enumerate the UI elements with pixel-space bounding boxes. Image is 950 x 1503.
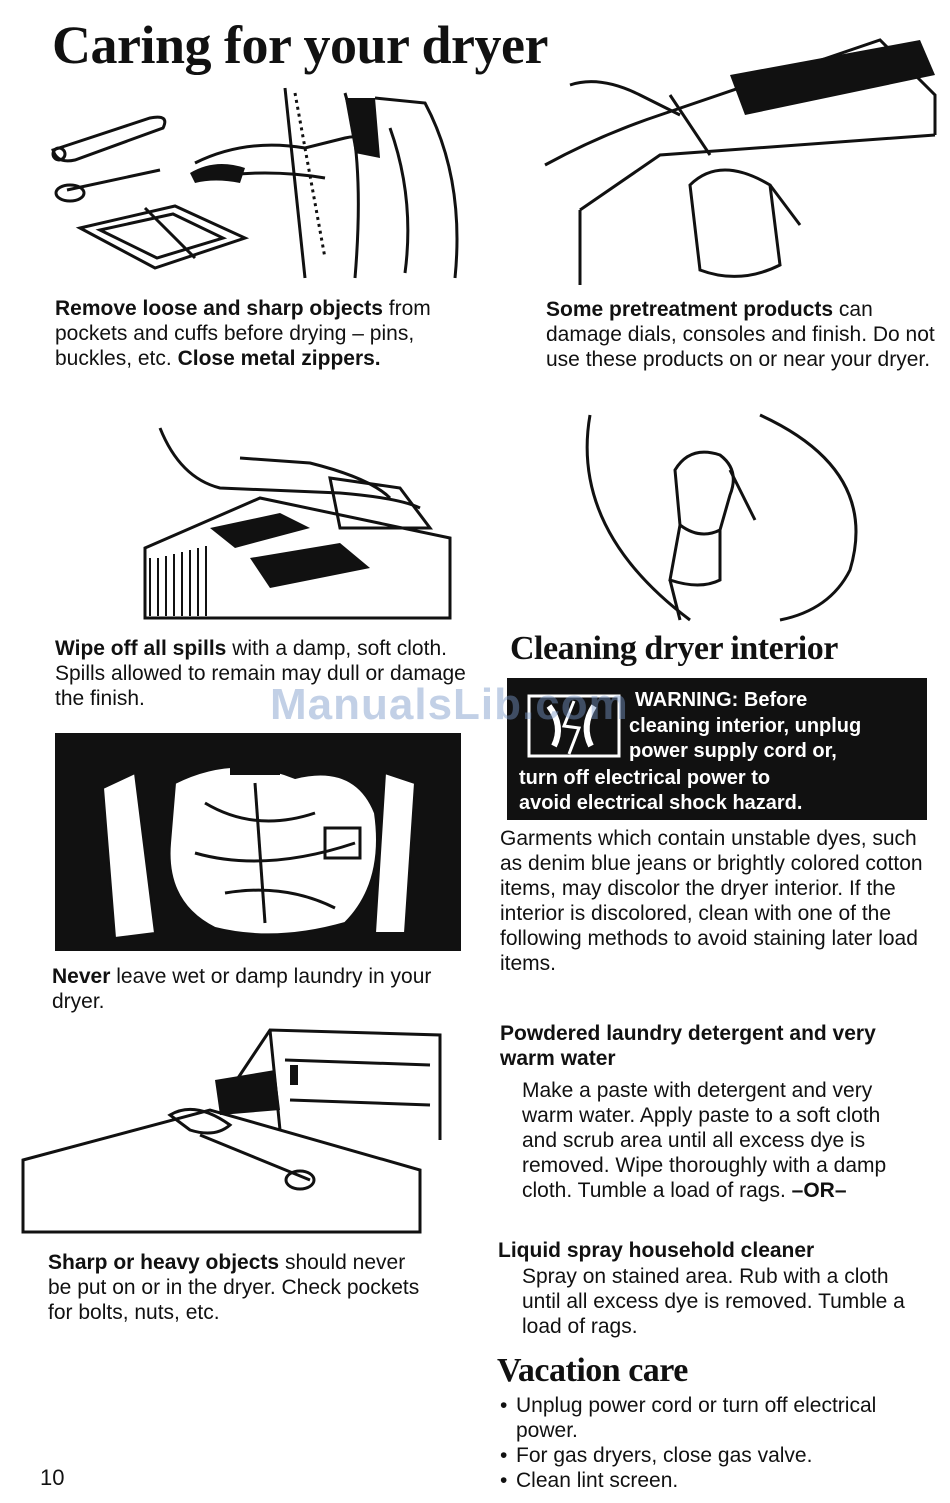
tip-never-text: leave wet or damp laundry in your dryer.: [52, 965, 432, 1013]
method1-body: Make a paste with detergent and very warm water. Apply paste to a soft cloth and scrub area until all excess dye is removed. Wipe thoroughly with a damp cloth. Tumble a load of rags.: [522, 1079, 887, 1202]
vacation-list: [498, 1393, 918, 1493]
method2-text: Spray on stained area. Rub with a cloth until all excess dye is removed. Tumble a load of rags.: [522, 1265, 905, 1338]
tip-wipe-spills-bold: Wipe off all spills: [55, 637, 227, 660]
tip-pretreatment-text: can damage dials, consoles and finish. Do not use these products on or near your dryer.: [546, 298, 935, 371]
method2-title: Liquid spray household cleaner: [498, 1239, 815, 1262]
wet-laundry-illustration: [55, 733, 461, 951]
method1-or: –OR–: [791, 1179, 847, 1202]
warning-line-2: cleaning interior, unplug: [629, 715, 862, 737]
tip-pretreatment: [546, 297, 941, 372]
tip-wipe-spills-text: with a damp, soft cloth. Spills allowed to remain may dull or damage the finish.: [55, 637, 466, 710]
vacation-item: • Unplug power cord or turn off electrical power.: [498, 1393, 918, 1443]
warning-line-5: avoid electrical shock hazard.: [519, 792, 803, 814]
pretreatment-illustration: [540, 35, 940, 290]
tip-remove-objects-bold2: Close metal zippers.: [177, 347, 381, 370]
tip-sharp-objects: [48, 1250, 428, 1325]
page-number: 10: [40, 1465, 65, 1490]
sharp-objects-illustration: [20, 1020, 450, 1235]
vacation-item: • Clean lint screen.: [498, 1468, 918, 1493]
tip-pretreatment-bold: Some pretreatment products: [546, 298, 834, 321]
tip-sharp-objects-text: should never be put on or in the dryer. Check pockets for bolts, nuts, etc.: [48, 1251, 420, 1324]
cleaning-intro: Garments which contain unstable dyes, such as denim blue jeans or brightly colored cotton items, may discolor the dryer interior. If the interior is discolored, clean with one of the following methods to avoid staining later load items.: [500, 827, 923, 975]
method1-text: [522, 1078, 912, 1203]
cleaning-heading: Cleaning dryer interior: [510, 630, 838, 667]
tip-sharp-objects-bold: Sharp or heavy objects: [48, 1251, 280, 1274]
tip-never-bold: Never: [52, 965, 111, 988]
tip-remove-objects-text: from pockets and cuffs before drying – pins, buckles, etc.: [55, 297, 431, 370]
warning-line-3: power supply cord or,: [629, 740, 837, 762]
vacation-item: • For gas dryers, close gas valve.: [498, 1443, 918, 1468]
cleaning-interior-illustration: [580, 410, 865, 625]
warning-line-1: WARNING: Before: [635, 689, 808, 711]
watermark: ManualsLib.com: [270, 680, 629, 729]
page-title: Caring for your dryer: [52, 15, 548, 75]
tip-never: [52, 964, 452, 1014]
tip-remove-objects: [55, 296, 495, 371]
remove-objects-illustration: [45, 78, 485, 288]
wipe-spills-illustration: [140, 418, 460, 623]
warning-line-4: turn off electrical power to: [519, 767, 771, 789]
tip-remove-objects-bold: Remove loose and sharp objects: [55, 297, 383, 320]
method1-title: Powdered laundry detergent and very warm water: [500, 1022, 876, 1070]
vacation-heading: Vacation care: [497, 1352, 688, 1389]
